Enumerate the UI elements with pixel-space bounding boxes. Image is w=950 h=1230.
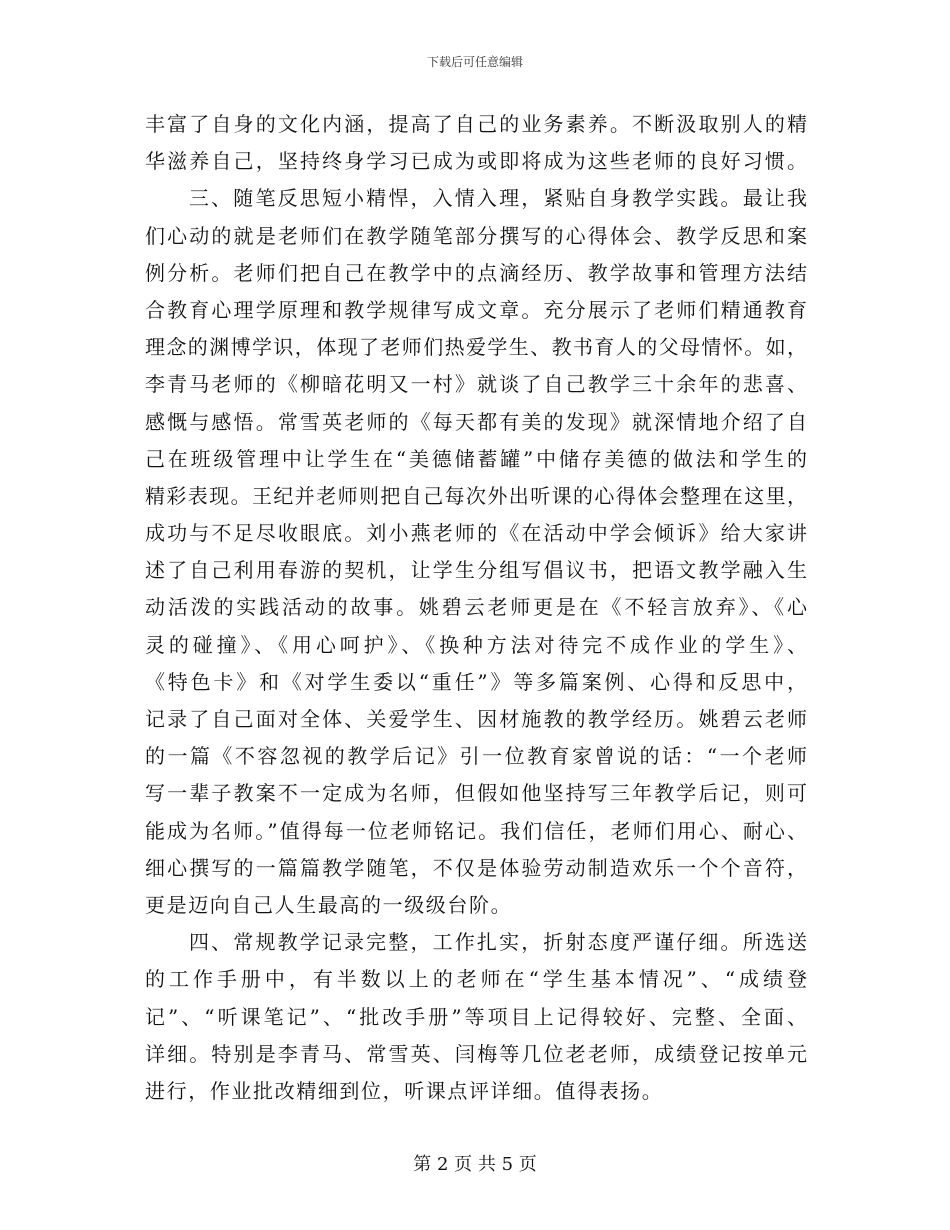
- page-header: 下载后可任意编辑: [426, 55, 523, 69]
- paragraph-line: 李青马老师的《柳暗花明又一村》就谈了自己教学三十余年的悲喜、: [145, 372, 807, 397]
- paragraph-line: 理念的渊博学识，体现了老师们热爱学生、教书育人的父母情怀。如，: [145, 335, 807, 360]
- paragraph: [145, 106, 807, 180]
- paragraph: [145, 924, 807, 1110]
- paragraph-line: 写一辈子教案不一定成为名师，但假如他坚持写三年教学后记，则可: [145, 781, 807, 806]
- paragraph-line: 更是迈向自己人生最高的一级级台阶。: [145, 892, 513, 917]
- paragraph-line: 丰富了自身的文化内涵，提高了自己的业务素养。不断汲取别人的精: [145, 112, 807, 136]
- paragraph: [145, 180, 807, 924]
- paragraph-line: 四、常规教学记录完整，工作扎实，折射态度严谨仔细。所选送: [189, 930, 807, 955]
- paragraph-line: 述了自己利用春游的契机，让学生分组写倡议书，把语文教学融入生: [145, 558, 807, 583]
- paragraph-line: 能成为名师。”值得每一位老师铭记。我们信任，老师们用心、耐心、: [145, 818, 807, 843]
- paragraph-line: 的一篇《不容忽视的教学后记》引一位教育家曾说的话：“一个老师: [145, 744, 807, 769]
- paragraph-line: 华滋养自己，坚持终身学习已成为或即将成为这些老师的良好习惯。: [145, 149, 807, 174]
- document-body: [145, 106, 807, 1110]
- paragraph-line: 《特色卡》和《对学生委以“重任”》等多篇案例、心得和反思中，: [145, 669, 807, 694]
- page-footer: 第 2 页 共 5 页: [413, 1154, 537, 1175]
- paragraph-line: 细心撰写的一篇篇教学随笔，不仅是体验劳动制造欢乐一个个音符，: [145, 855, 807, 880]
- paragraph-line: 成功与不足尽收眼底。刘小燕老师的《在活动中学会倾诉》给大家讲: [145, 521, 807, 546]
- paragraph-line: 的工作手册中，有半数以上的老师在“学生基本情况”、“成绩登: [145, 967, 807, 992]
- paragraph-line: 合教育心理学原理和教学规律写成文章。充分展示了老师们精通教育: [145, 297, 807, 322]
- paragraph-line: 动活泼的实践活动的故事。姚碧云老师更是在《不轻言放弃》、《心: [145, 595, 807, 620]
- paragraph-line: 详细。特别是李青马、常雪英、闫梅等几位老老师，成绩登记按单元: [145, 1041, 807, 1066]
- paragraph-line: 感慨与感悟。常雪英老师的《每天都有美的发现》就深情地介绍了自: [145, 409, 807, 434]
- paragraph-line: 己在班级管理中让学生在“美德储蓄罐”中储存美德的做法和学生的: [145, 446, 807, 471]
- paragraph-line: 灵的碰撞》、《用心呵护》、《换种方法对待完不成作业的学生》、: [145, 632, 807, 657]
- paragraph-line: 进行，作业批改精细到位，听课点评详细。值得表扬。: [145, 1078, 664, 1103]
- paragraph-line: 们心动的就是老师们在教学随笔部分撰写的心得体会、教学反思和案: [145, 223, 807, 248]
- paragraph-line: 记录了自己面对全体、关爱学生、因材施教的教学经历。姚碧云老师: [145, 707, 807, 731]
- paragraph-line: 例分析。老师们把自己在教学中的点滴经历、教学故事和管理方法结: [145, 260, 807, 285]
- paragraph-line: 精彩表现。王纪并老师则把自己每次外出听课的心得体会整理在这里，: [145, 483, 807, 508]
- paragraph-line: 三、随笔反思短小精悍，入情入理，紧贴自身教学实践。最让我: [189, 186, 807, 211]
- paragraph-line: 记”、“听课笔记”、“批改手册”等项目上记得较好、完整、全面、: [145, 1004, 807, 1029]
